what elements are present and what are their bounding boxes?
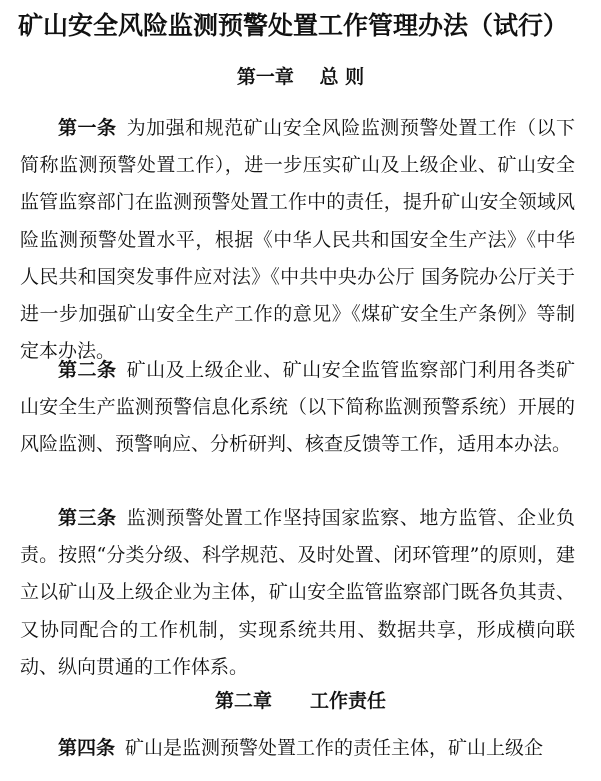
article-label: 第三条 — [58, 507, 117, 529]
document-title: 矿山安全风险监测预警处置工作管理办法（试行） — [18, 11, 569, 40]
chapter-heading-1: 第一章 总 则 — [236, 66, 365, 88]
article-4 — [20, 730, 575, 767]
article-text: 为加强和规范矿山安全风险监测预警处置工作（以下简称监测预警处置工作），进一步压实矿山及上级企业、矿山安全监管监察部门在监测预警处置工作中的责任，提升矿山安全领域风险监测预警处置水平，根据《中华人民共和国安全生产法》《中华人民共和国突发事件应对法》《中共中央办公厅 国务院办公厅关于进一步加强矿山安全生产工作的意见》《煤矿安全生产条例》等制定本办法。 — [20, 117, 575, 363]
article-label: 第四条 — [58, 737, 116, 759]
article-label: 第二条 — [58, 359, 117, 381]
article-label: 第一条 — [58, 117, 117, 139]
chapter-heading-2: 第二章 工作责任 — [214, 690, 386, 712]
article-text: 矿山是监测预警处置工作的责任主体，矿山上级企 — [125, 737, 544, 759]
article-3 — [20, 500, 575, 686]
article-2 — [20, 352, 575, 464]
article-text: 监测预警处置工作坚持国家监察、地方监管、企业负责。按照“分类分级、科学规范、及时处置、闭环管理”的原则，建立以矿山及上级企业为主体，矿山安全监管监察部门既各负其责、又协同配合的工作机制，实现系统共用、数据共享，形成横向联动、纵向贯通的工作体系。 — [20, 507, 575, 678]
article-1 — [20, 110, 575, 370]
article-text: 矿山及上级企业、矿山安全监管监察部门利用各类矿山安全生产监测预警信息化系统（以下简称监测预警系统）开展的风险监测、预警响应、分析研判、核查反馈等工作，适用本办法。 — [20, 359, 575, 456]
